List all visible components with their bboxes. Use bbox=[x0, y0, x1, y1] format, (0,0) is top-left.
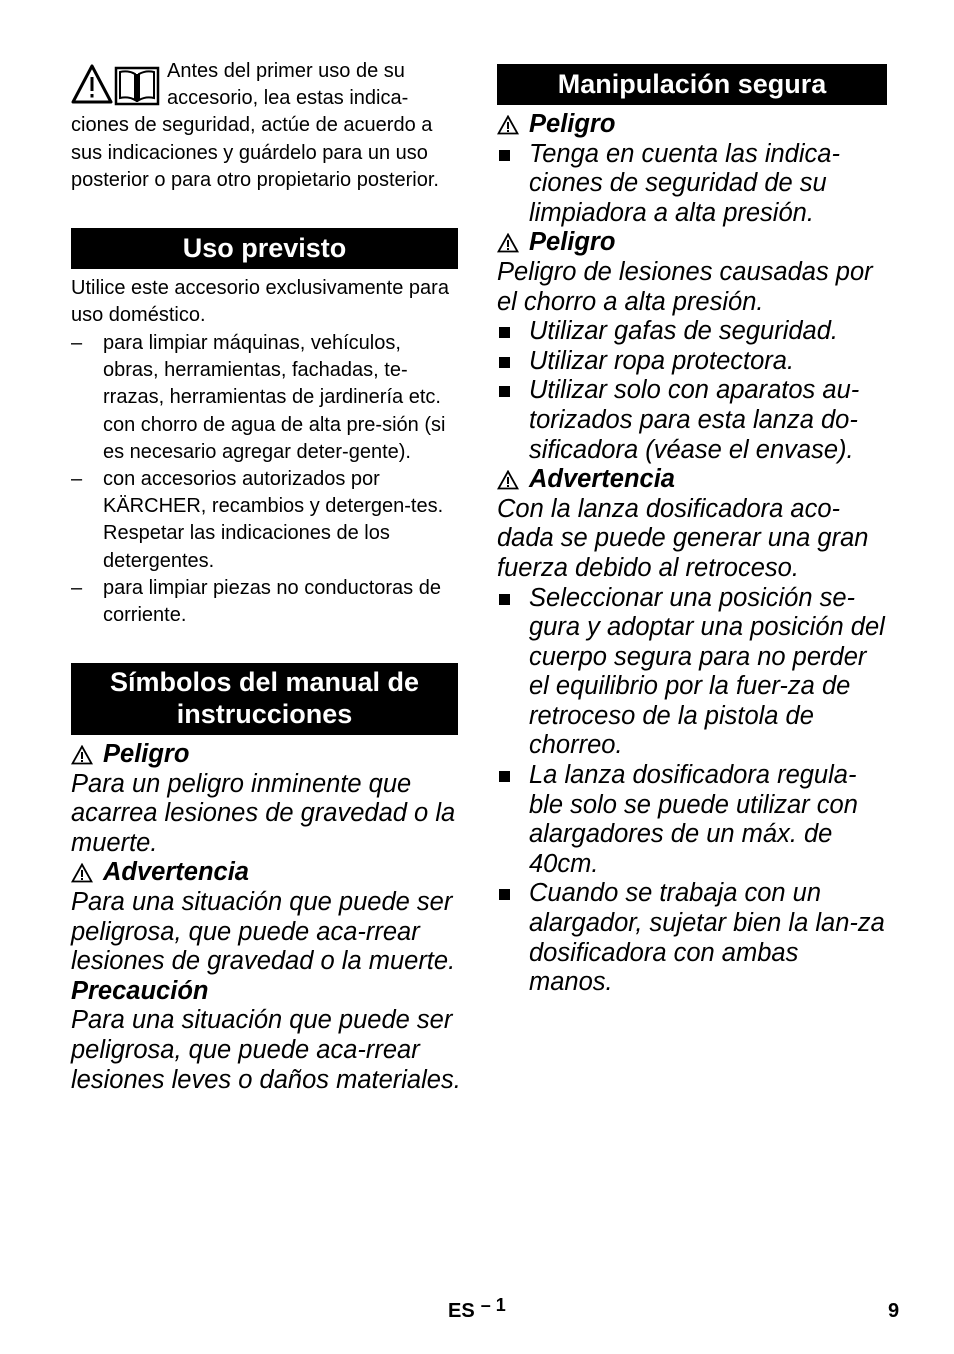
list-item: Utilizar ropa protectora. bbox=[497, 347, 887, 377]
bullet-square-icon bbox=[499, 357, 510, 368]
label-peligro: Peligro bbox=[71, 740, 461, 770]
list-item: Cuando se trabaja con un alargador, sujetar bien la lan-za dosificadora con ambas manos. bbox=[497, 879, 887, 997]
list-item: Tenga en cuenta las indica-ciones de seguridad de su limpiadora a alta presión. bbox=[497, 140, 887, 229]
label-peligro: Peligro bbox=[497, 228, 887, 258]
label-precaucion: Precaución bbox=[71, 976, 209, 1005]
warning-icon bbox=[497, 470, 519, 490]
advertencia-list bbox=[497, 584, 887, 998]
precaucion-description: Para una situación que puede ser peligrosa, que puede aca-rrear lesiones leves o daños materiales. bbox=[71, 1006, 461, 1094]
list-item: Utilizar gafas de seguridad. bbox=[497, 317, 887, 347]
warning-icon bbox=[497, 115, 519, 135]
label-peligro: Peligro bbox=[497, 110, 887, 140]
peligro-description: Para un peligro inminente que acarrea lesiones de gravedad o la muerte. bbox=[71, 769, 456, 857]
peligro2-list bbox=[497, 317, 887, 465]
peligro2-description: Peligro de lesiones causadas por el chorro a alta presión. bbox=[497, 257, 873, 316]
page-number: 9 bbox=[888, 1300, 900, 1322]
uso-previsto-paragraph: Utilice este accesorio exclusivamente para uso doméstico. bbox=[71, 277, 449, 327]
advertencia-description: Para una situación que puede ser peligrosa, que puede aca-rrear lesiones de gravedad o la muerte. bbox=[71, 887, 456, 976]
intro-text: Antes del primer uso de su accesorio, lea estas indica- ciones de seguridad, actúe de acuerdo a sus indicaciones y guárdelo para un uso posterior o para otro propietario posterior. bbox=[71, 60, 439, 191]
bullet-square-icon bbox=[499, 386, 510, 397]
warning-icon bbox=[71, 745, 93, 765]
label-advertencia: Advertencia bbox=[497, 465, 887, 495]
list-item: – para limpiar máquinas, vehículos, obras, herramientas, fachadas, te-rrazas, herramientas de jardinería etc. con chorro de agua de alta pre-sión (si es necesario agregar deter-gente). bbox=[71, 332, 446, 463]
uso-previsto-list bbox=[71, 330, 461, 629]
manual-book-icon bbox=[116, 68, 158, 104]
bullet-square-icon bbox=[499, 889, 510, 900]
list-item: – con accesorios autorizados por KÄRCHER, recambios y detergen-tes. Respetar las indicaciones de los detergentes. bbox=[71, 468, 444, 572]
list-item: Utilizar solo con aparatos au-torizados para esta lanza do-sificadora (véase el envase). bbox=[497, 376, 887, 465]
bullet-square-icon bbox=[499, 771, 510, 782]
bullet-square-icon bbox=[499, 327, 510, 338]
warning-icon bbox=[71, 863, 93, 883]
list-item: La lanza dosificadora regula-ble solo se puede utilizar con alargadores de un máx. de 40cm. bbox=[497, 761, 887, 879]
section-heading-simbolos: Símbolos del manual de instrucciones bbox=[71, 663, 458, 735]
list-item: Seleccionar una posición se-gura y adoptar una posición del cuerpo segura para no perder el equilibrio por la fuer-za de retroceso de la pistola de chorreo. bbox=[497, 584, 887, 762]
section-heading-uso-previsto: Uso previsto bbox=[71, 228, 458, 269]
label-advertencia: Advertencia bbox=[71, 858, 461, 888]
simbolos-entries bbox=[71, 740, 461, 1095]
intro-icons bbox=[71, 62, 163, 108]
advertencia-description: Con la lanza dosificadora aco-dada se puede generar una gran fuerza debido al retroceso. bbox=[497, 494, 869, 582]
intro-notice bbox=[71, 58, 458, 194]
manipulacion-content bbox=[497, 110, 887, 998]
bullet-square-icon bbox=[499, 150, 510, 161]
footer-language: ES – 1 bbox=[448, 1295, 506, 1322]
peligro1-list bbox=[497, 140, 887, 229]
list-item: – para limpiar piezas no conductoras de corriente. bbox=[71, 576, 441, 627]
warning-icon bbox=[497, 233, 519, 253]
warning-triangle-icon bbox=[73, 66, 111, 102]
bullet-square-icon bbox=[499, 594, 510, 605]
section-heading-manipulacion: Manipulación segura bbox=[497, 64, 887, 105]
